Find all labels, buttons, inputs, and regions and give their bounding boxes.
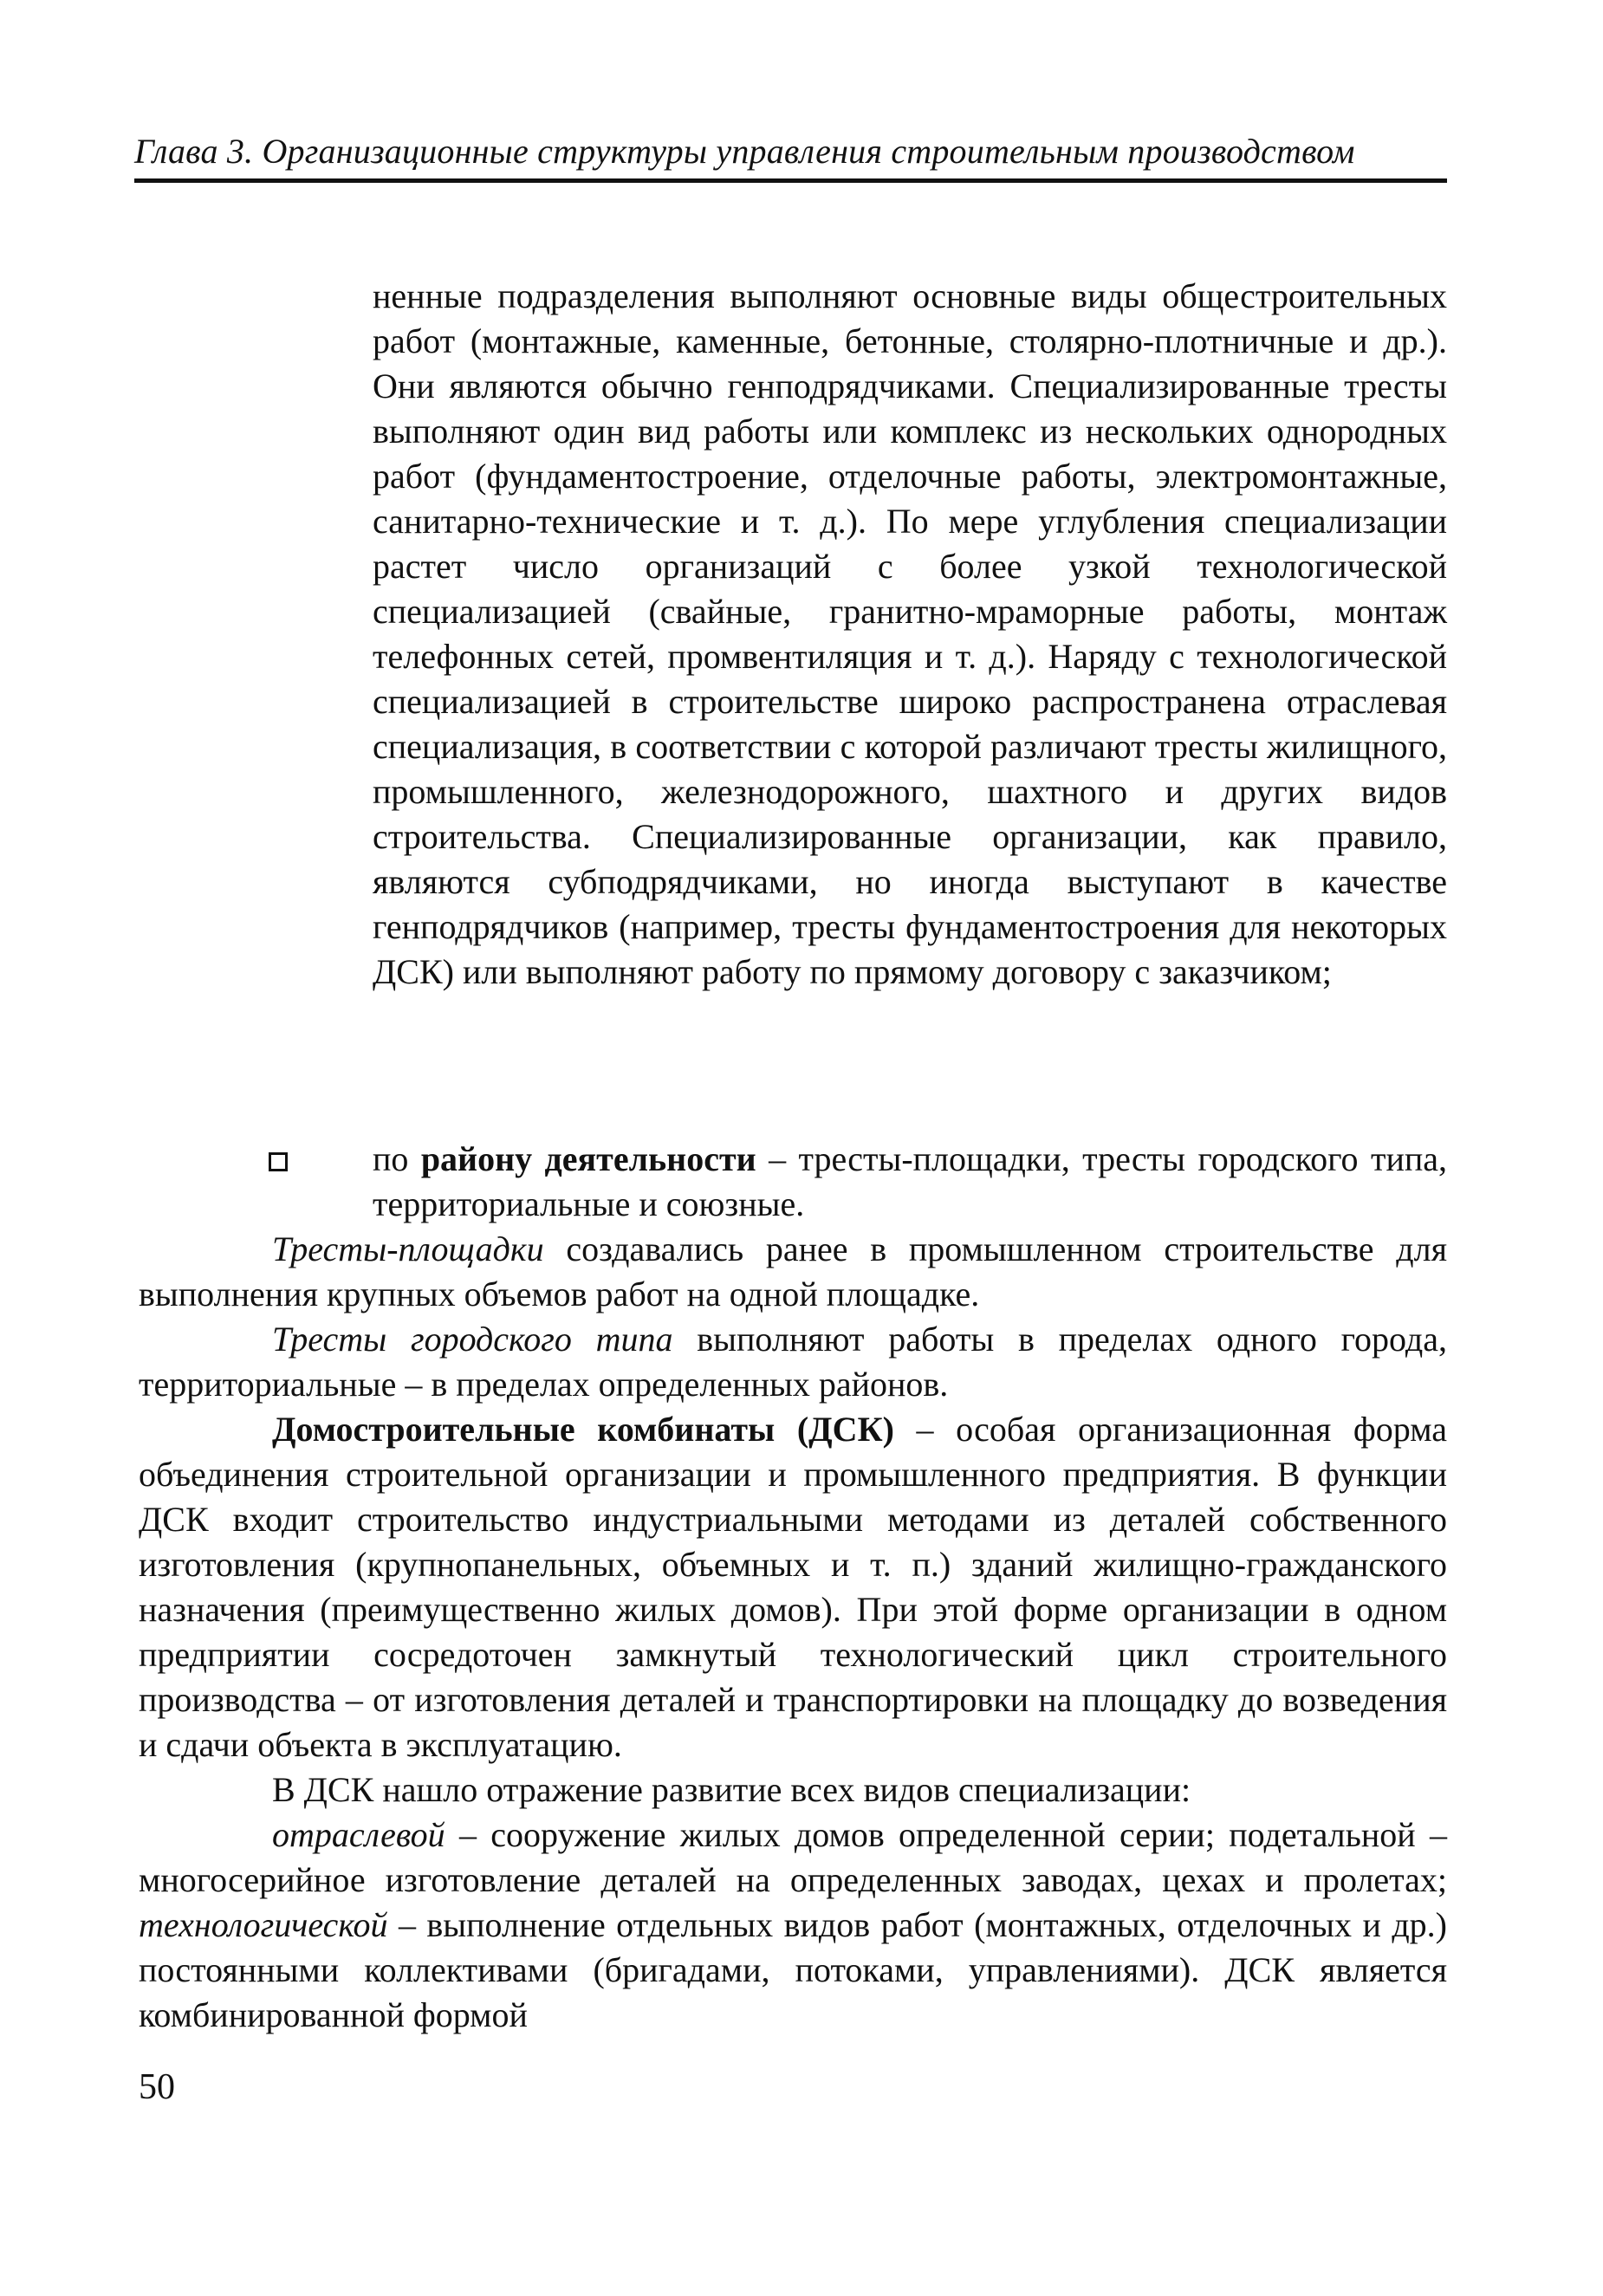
chapter-header: Глава 3. Организационные структуры управления строительным производством xyxy=(134,132,1355,171)
page-number: 50 xyxy=(139,2067,175,2107)
paragraph-text: – выполнение отдельных видов работ (монтажных, отделочных и др.) постоянными коллективами (бригадами, потоками, управлениями). ДСК является комбинированной формой xyxy=(139,1905,1447,2034)
bullet-rest: – тресты-площадки, тресты городского типа, территориальные и союзные. xyxy=(373,1139,1448,1223)
header-divider xyxy=(134,178,1447,183)
term-sectoral: отраслевой xyxy=(272,1815,445,1854)
checkbox-bullet-icon xyxy=(269,1152,288,1171)
paragraph-trusts-sites xyxy=(139,1227,1447,1317)
term-city-trusts: Тресты городского типа xyxy=(272,1320,673,1359)
continuation-paragraph: ненные подразделения выполняют основные виды общестроительных работ (монтажные, каменные, бетонные, столярно-плотничные и др.). Они являются обычно генподрядчиками. Специализированные тресты выполняют один вид работы или комплекс из нескольких однородных работ (фундаментостроение, отделочные работы, электромонтажные, санитарно-технические и т. д.). По мере углубления специализации растет число организаций с более узкой технологической специализацией (свайные, гранитно-мраморные работы, монтаж телефонных сетей, промвентиляция и т. д.). Наряду с технологической специализацией в строительстве широко распространена отраслевая специализация, в соответствии с которой различают тресты жилищного, промышленного, железнодорожного, шахтного и других видов строительства. Специализированные организации, как правило, являются субподрядчиками, но иногда выступают в качестве генподрядчиков (например, тресты фундаментостроения для некоторых ДСК) или выполняют работу по прямому договору с заказчиком; xyxy=(373,276,1447,991)
bullet-lead: по xyxy=(373,1139,421,1178)
paragraph-text: создавались ранее в промышленном строительстве для выполнения крупных объемов работ на одной площадке. xyxy=(139,1229,1447,1313)
main-body xyxy=(139,1227,1447,2038)
bullet-text xyxy=(373,1137,1447,1227)
paragraph-text: – особая организационная форма объединения строительной организации и промышленного предприятия. В функции ДСК входит строительство индустриальными методами из деталей собственного изготовления (крупнопанельных, объемных и т. п.) зданий жилищно-гражданского назначения (преимущественно жилых домов). При этой форме организации в одном предприятии сосредоточен замкнутый технологический цикл строительного производства – от изготовления деталей и транспортировки на площадку до возведения и сдачи объекта в эксплуатацию. xyxy=(139,1410,1447,1764)
paragraph-text: – сооружение жилых домов определенной серии; подетальной – многосерийное изготовление деталей на определенных заводах, цехах и пролетах; xyxy=(139,1815,1447,1899)
term-dsk: Домостроительные комбинаты (ДСК) xyxy=(272,1410,894,1449)
term-trusts-sites: Тресты-площадки xyxy=(272,1229,544,1268)
bullet-term: району деятельности xyxy=(420,1139,756,1178)
term-technological: технологической xyxy=(139,1905,388,1944)
paragraph-dsk xyxy=(139,1407,1447,1767)
paragraph-city-trusts xyxy=(139,1317,1447,1407)
paragraph-specialization-types xyxy=(139,1813,1447,2038)
paragraph-text: выполняют работы в пределах одного города, территориальные – в пределах определенных районов. xyxy=(139,1320,1447,1404)
paragraph-specialization-intro: В ДСК нашло отражение развитие всех видов специализации: xyxy=(272,1770,1191,1809)
